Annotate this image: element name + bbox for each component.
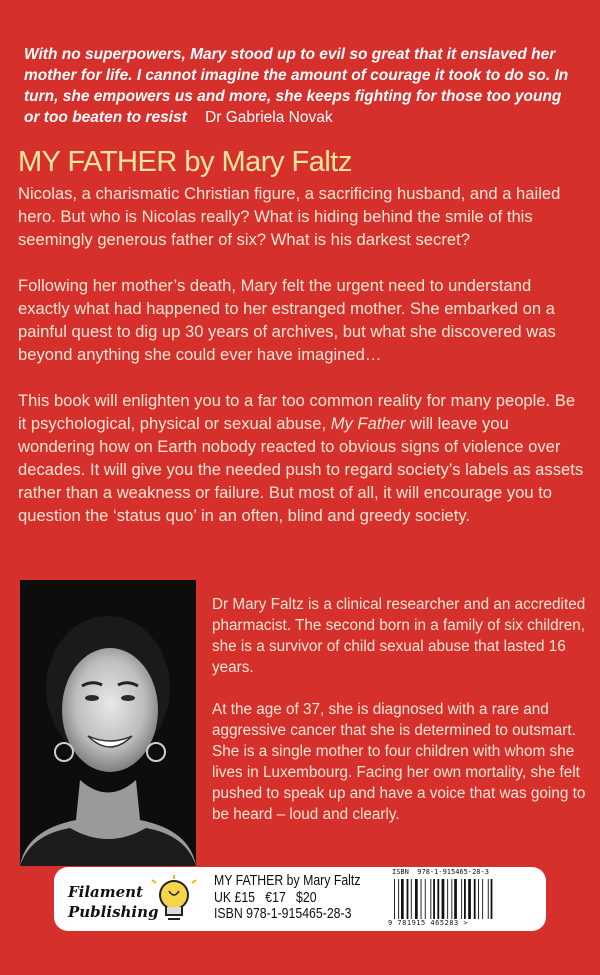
book-info-isbn: ISBN 978-1-915465-28-3 — [214, 905, 352, 922]
bio-paragraph-1: Dr Mary Faltz is a clinical researcher and an accredited pharmacist. The second born in a family of six children, she is a survivor of child sexual abuse that lasted 16 years. — [212, 596, 586, 676]
book-info-prices: UK £15 €17 $20 — [214, 888, 317, 906]
publisher-name-line1: Filament — [68, 883, 144, 901]
barcode-digits: 9 781915 465283 > — [388, 919, 469, 927]
publisher-name-line2: Publishing — [68, 903, 159, 921]
book-blurb — [18, 182, 584, 550]
quote-text: With no superpowers, Mary stood up to evil so great that it enslaved her mother for life. I cannot imagine the amount of courage it took to do so. In turn, she empowers us and more, she keeps fighting for those too young or too beaten to resist — [24, 46, 569, 126]
blurb-p3-start: This book will enlighten you to a far too common reality for many people. Be it psychological, physical or sexual abuse, — [18, 391, 576, 433]
blurb-paragraph-3 — [18, 389, 584, 527]
author-bio — [212, 594, 588, 846]
bio-paragraph-2: At the age of 37, she is diagnosed with a rare and aggressive cancer that she is determined to outsmart. She is a single mother to four children with whom she lives in Luxembourg. Facing her own mortality, she felt pushed to speak up and have a voice that was going to be heard – loud and clearly. — [212, 701, 586, 823]
author-portrait-image — [20, 580, 196, 866]
publisher-logo — [62, 873, 202, 927]
blurb-p3-book-title: My Father — [330, 414, 406, 433]
back-cover-info-panel — [54, 867, 546, 931]
blurb-paragraph-2: Following her mother’s death, Mary felt the urgent need to understand exactly what had happened to her estranged mother. She embarked on a painful quest to dig up 30 years of archives, but what she discovered was beyond anything she could ever have imagined… — [18, 276, 556, 364]
book-title: MY FATHER by Mary Faltz — [18, 146, 352, 178]
book-info — [214, 873, 360, 923]
endorsement-quote — [24, 44, 580, 128]
barcode-isbn-label: ISBN 978-1-915465-28-3 — [392, 868, 489, 876]
lightbulb-icon — [62, 873, 202, 927]
author-photo — [20, 580, 196, 866]
blurb-p3-end: will leave you wondering how on Earth nobody reacted to obvious signs of violence over decades. It will give you the needed push to regard society’s labels as assets rather than a weakness or failure. But most of all, it will encourage you to question the ‘status quo’ in an often, blind and greedy society. — [18, 414, 584, 525]
quote-author: Dr Gabriela Novak — [205, 109, 333, 126]
blurb-paragraph-1: Nicolas, a charismatic Christian figure, a sacrificing husband, and a hailed hero. But who is Nicolas really? What is hiding behind the smile of this seemingly generous father of six? What is his darkest secret? — [18, 184, 561, 249]
book-info-title: MY FATHER by Mary Faltz — [214, 872, 361, 889]
